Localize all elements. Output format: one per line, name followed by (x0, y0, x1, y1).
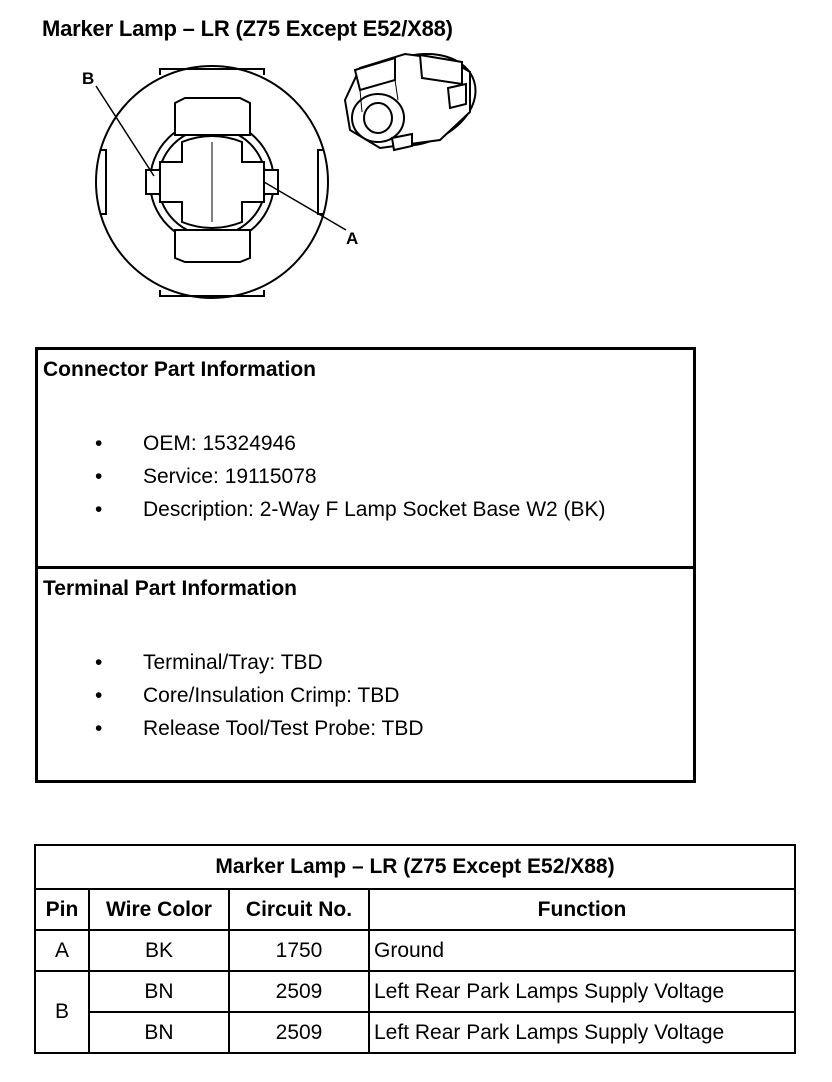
table-row (35, 930, 795, 971)
function-cell: Ground (369, 930, 795, 971)
table-caption-row (35, 845, 795, 889)
label-a: A (346, 229, 359, 248)
wire-color-cell: BN (89, 1012, 229, 1053)
label-b: B (82, 69, 95, 88)
bullet-icon: • (95, 684, 103, 707)
table-caption: Marker Lamp – LR (Z75 Except E52/X88) (35, 845, 795, 889)
function-cell: Left Rear Park Lamps Supply Voltage (369, 971, 795, 1012)
terminal-info-heading: Terminal Part Information (43, 577, 297, 600)
table-header-row (35, 889, 795, 930)
page-title: Marker Lamp – LR (Z75 Except E52/X88) (42, 16, 453, 41)
header-circuit-no: Circuit No. (229, 889, 369, 930)
header-pin: Pin (35, 889, 89, 930)
table-row (35, 1012, 795, 1053)
callout-line-b (96, 86, 154, 176)
part-info-box: Connector Part Information • OEM: 15324946 • Service: 19115078 • Description: 2-Way F Lamp Socket Base W2 (BK) Terminal Part Information • Terminal/Tray: TBD • Core/Insulation Crimp: TBD • Release Tool/Test Probe: TBD (35, 347, 696, 783)
circuit-cell: 2509 (229, 1012, 369, 1053)
table-row (35, 971, 795, 1012)
bullet-icon: • (95, 432, 103, 455)
circuit-cell: 1750 (229, 930, 369, 971)
pinout-table (34, 844, 796, 1054)
function-cell: Left Rear Park Lamps Supply Voltage (369, 1012, 795, 1053)
header-wire-color: Wire Color (89, 889, 229, 930)
header-function: Function (369, 889, 795, 930)
pin-cell: A (35, 930, 89, 971)
connector-diagram (0, 0, 832, 330)
wire-color-cell: BN (89, 971, 229, 1012)
bullet-icon: • (95, 498, 103, 521)
connector-info-heading: Connector Part Information (43, 358, 317, 381)
bullet-icon: • (95, 465, 103, 488)
bullet-icon: • (95, 651, 103, 674)
socket-iso-view (342, 39, 487, 161)
bullet-icon: • (95, 717, 103, 740)
socket-front-view (96, 66, 328, 298)
circuit-cell: 2509 (229, 971, 369, 1012)
pin-cell: B (35, 971, 89, 1053)
section-divider (38, 566, 693, 569)
callout-line-a (264, 182, 346, 230)
wire-color-cell: BK (89, 930, 229, 971)
